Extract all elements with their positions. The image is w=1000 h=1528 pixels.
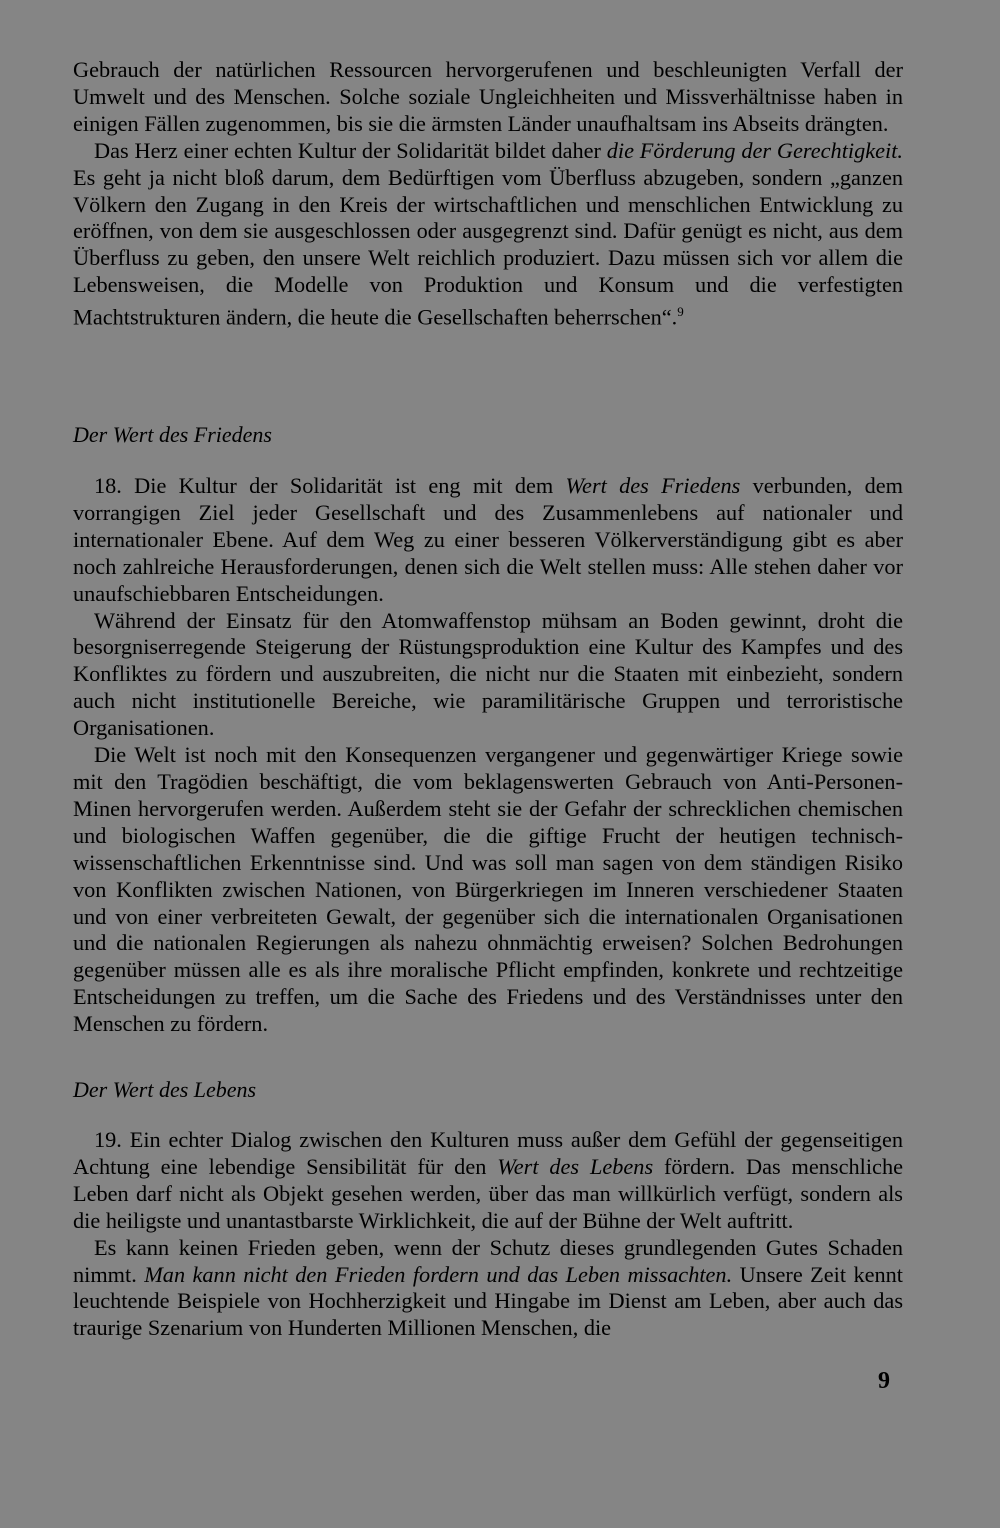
text-run: Es geht ja nicht bloß darum, dem Bedürftigen vom Überfluss abzugeben, sondern „ganzen Völkern den Zugang in den Kreis der wirtschaftlichen und menschlichen Entwicklung zu eröffnen, von dem sie ausgeschlossen oder ausgegrenzt sind. Dafür genügt es nicht, aus dem Überfluss zu geben, den unsere Welt reichlich produziert. Dazu müssen sich vor allem die Lebensweisen, die Modelle von Produktion und Konsum und die verfestigten Machtstrukturen ändern, die heute die Gesellschaften beherrschen“. (73, 164, 903, 330)
page-number: 9 (878, 1368, 890, 1394)
footnote-marker: 9 (677, 304, 684, 320)
paragraph-frieden (73, 1235, 903, 1343)
paragraph-18 (73, 473, 903, 608)
text-run: fördern. Das menschliche Leben darf nicht als Objekt gesehen werden, über das man willkürlich verfügt, sondern als die heiligste und unantastbarste Wirklichkeit, die auf der Bühne der Welt auftritt. (73, 1153, 903, 1233)
text-run: 19. Ein echter Dialog zwischen den Kulturen muss außer dem Gefühl der gegenseitigen Achtung eine lebendige Sensibilität für den (73, 1127, 903, 1179)
paragraph-waehrend: Während der Einsatz für den Atomwaffenstop mühsam an Boden gewinnt, droht die besorgniserregende Steigerung der Rüstungsproduktion eine Kultur des Kampfes und des Konfliktes zu fördern und auszubreiten, die nicht nur die Staaten mit einbezieht, sondern auch nicht institutionelle Bereiche, wie paramilitärische Gruppen und terroristische Organisationen. (73, 607, 903, 741)
paragraph-19 (73, 1127, 903, 1235)
text-block-top (73, 57, 903, 331)
emphasis-text: Wert des Lebens (497, 1153, 654, 1179)
section-heading-lebens: Der Wert des Lebens (73, 1077, 257, 1102)
section-heading-friedens: Der Wert des Friedens (73, 422, 272, 447)
text-run: Es kann keinen Frieden geben, wenn der Schutz dieses grundlegenden Gutes Schaden nimmt. (73, 1234, 903, 1287)
emphasis-text: Man kann nicht den Frieden fordern und das Leben missachten. (144, 1261, 733, 1287)
text-run: Das Herz einer echten Kultur der Solidarität bildet daher (94, 137, 607, 163)
paragraph-welt: Die Welt ist noch mit den Konsequenzen vergangener und gegenwärtiger Kriege sowie mit den Tragödien beschäftigt, die vom beklagenswerten Gebrauch von Anti-Personen-Minen hervorgerufen werden. Außerdem steht sie der Gefahr der schrecklichen chemischen und biologischen Waffen gegenüber, die die giftige Frucht der heutigen technisch-wissenschaftlichen Erkenntnisse sind. Und was soll man sagen von dem ständigen Risiko von Konflikten zwischen Nationen, von Bürgerkriegen im Inneren verschiedener Staaten und von einer verbreiteten Gewalt, der gegenüber sich die internationalen Organisationen und die nationalen Regierungen als nahezu ohnmächtig erweisen? Solchen Bedrohungen gegenüber müssen alle es als ihre moralische Pflicht empfinden, konkrete und rechtzeitige Entscheidungen zu treffen, um die Sache des Friedens und des Verständnisses unter den Menschen zu fördern. (73, 742, 903, 1037)
emphasis-text: Wert des Friedens (565, 473, 741, 498)
text-run: Unsere Zeit kennt leuchtende Beispiele von Hochherzigkeit und Hingabe im Dienst am Leben, aber auch das traurige Szenarium von Hunderten Millionen Menschen, die (73, 1261, 904, 1341)
text-run: verbunden, dem vorrangigen Ziel jeder Gesellschaft und des Zusammenlebens auf nationaler und internationaler Ebene. Auf dem Weg zu einer besseren Völkerverständigung gibt es aber noch zahlreiche Herausforderungen, denen sich die Welt stellen muss: Alle stehen daher vor unaufschiebbaren Entscheidungen. (73, 473, 903, 606)
text-block-friedens (73, 473, 903, 1038)
text-run: 18. Die Kultur der Solidarität ist eng mit dem (94, 473, 566, 498)
text-block-lebens (73, 1127, 903, 1342)
emphasis-text: die Förderung der Gerechtigkeit. (606, 137, 903, 163)
paragraph-continued: Gebrauch der natürlichen Ressourcen hervorgerufenen und beschleunigten Verfall der Umwelt und des Menschen. Solche soziale Ungleichheiten und Missverhältnisse haben in einigen Fällen zugenommen, bis sie die ärmsten Länder unaufhaltsam ins Abseits drängten. (73, 57, 903, 136)
paragraph-gerechtigkeit (73, 138, 903, 332)
